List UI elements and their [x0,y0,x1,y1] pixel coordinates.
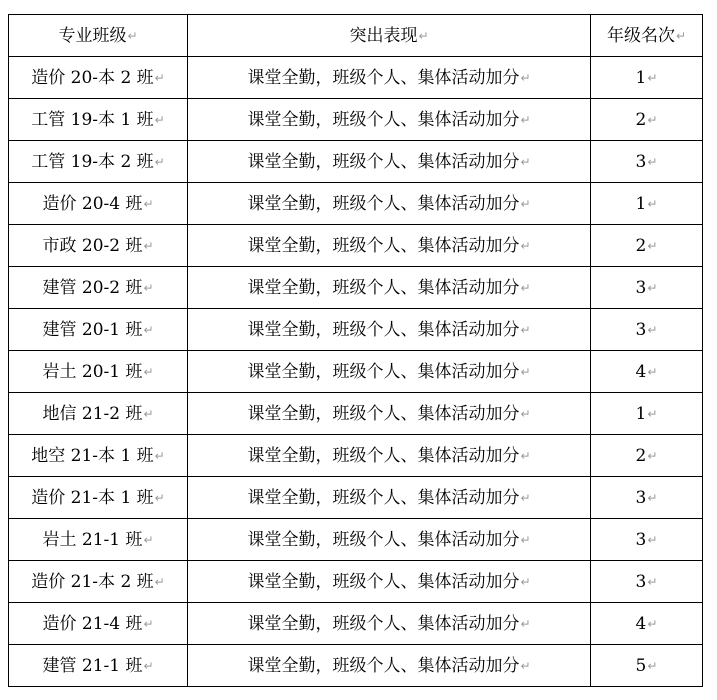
cell-class [9,183,188,225]
cell-performance [188,603,591,645]
cell-class [9,477,188,519]
table-row [9,435,703,477]
cell-class-text: 建管 20-2 班 [42,277,143,298]
paragraph-mark-icon: ↵ [520,616,531,631]
paragraph-mark-icon: ↵ [520,448,531,463]
cell-class-text: 造价 21-本 2 班 [31,571,154,592]
cell-rank [591,603,703,645]
cell-class [9,561,188,603]
table-row [9,225,703,267]
cell-rank-text: 3 [635,319,647,340]
cell-performance-text: 课堂全勤，班级个人、集体活动加分 [247,655,520,676]
cell-class-text: 造价 21-4 班 [42,613,143,634]
cell-performance [188,393,591,435]
cell-class [9,603,188,645]
paragraph-mark-icon: ↵ [647,490,658,505]
cell-performance [188,141,591,183]
paragraph-mark-icon: ↵ [520,322,531,337]
cell-rank-text: 3 [635,487,647,508]
cell-class [9,309,188,351]
cell-class-text: 建管 21-1 班 [42,655,143,676]
cell-class [9,225,188,267]
cell-class [9,141,188,183]
paragraph-mark-icon: ↵ [143,196,154,211]
cell-class [9,645,188,687]
paragraph-mark-icon: ↵ [127,28,138,43]
table-row [9,267,703,309]
paragraph-mark-icon: ↵ [647,196,658,211]
cell-performance [188,435,591,477]
table-row [9,519,703,561]
header-class-text: 专业班级 [58,25,127,46]
table-row [9,351,703,393]
paragraph-mark-icon: ↵ [520,490,531,505]
table-row [9,645,703,687]
cell-rank [591,519,703,561]
cell-class [9,351,188,393]
cell-performance-text: 课堂全勤，班级个人、集体活动加分 [247,403,520,424]
paragraph-mark-icon: ↵ [520,364,531,379]
cell-rank [591,225,703,267]
paragraph-mark-icon: ↵ [154,490,165,505]
cell-class [9,57,188,99]
cell-rank [591,477,703,519]
table-row [9,393,703,435]
cell-rank-text: 2 [635,109,647,130]
paragraph-mark-icon: ↵ [143,616,154,631]
cell-rank [591,183,703,225]
cell-rank-text: 1 [635,67,647,88]
table-row [9,477,703,519]
table-row [9,141,703,183]
cell-rank [591,645,703,687]
table-row [9,57,703,99]
cell-class-text: 造价 20-本 2 班 [31,67,154,88]
cell-performance-text: 课堂全勤，班级个人、集体活动加分 [247,571,520,592]
table-row [9,99,703,141]
paragraph-mark-icon: ↵ [520,532,531,547]
cell-performance-text: 课堂全勤，班级个人、集体活动加分 [247,277,520,298]
header-rank [591,15,703,57]
cell-rank-text: 2 [635,235,647,256]
cell-performance [188,57,591,99]
cell-rank [591,309,703,351]
cell-performance [188,267,591,309]
cell-performance-text: 课堂全勤，班级个人、集体活动加分 [247,445,520,466]
table-body [9,57,703,687]
cell-performance [188,225,591,267]
paragraph-mark-icon: ↵ [520,406,531,421]
cell-rank [591,393,703,435]
cell-rank [591,57,703,99]
cell-rank [591,561,703,603]
cell-rank [591,99,703,141]
cell-rank-text: 1 [635,403,647,424]
cell-rank-text: 4 [635,361,647,382]
cell-rank [591,435,703,477]
cell-performance-text: 课堂全勤，班级个人、集体活动加分 [247,109,520,130]
cell-performance [188,519,591,561]
cell-rank-text: 4 [635,613,647,634]
paragraph-mark-icon: ↵ [143,238,154,253]
header-class [9,15,188,57]
paragraph-mark-icon: ↵ [143,280,154,295]
cell-rank-text: 3 [635,151,647,172]
cell-class-text: 岩土 21-1 班 [42,529,143,550]
cell-performance-text: 课堂全勤，班级个人、集体活动加分 [247,361,520,382]
paragraph-mark-icon: ↵ [520,238,531,253]
paragraph-mark-icon: ↵ [154,448,165,463]
paragraph-mark-icon: ↵ [647,112,658,127]
header-performance [188,15,591,57]
paragraph-mark-icon: ↵ [143,532,154,547]
paragraph-mark-icon: ↵ [647,658,658,673]
cell-performance-text: 课堂全勤，班级个人、集体活动加分 [247,487,520,508]
paragraph-mark-icon: ↵ [520,70,531,85]
cell-performance-text: 课堂全勤，班级个人、集体活动加分 [247,67,520,88]
paragraph-mark-icon: ↵ [520,574,531,589]
cell-rank [591,141,703,183]
paragraph-mark-icon: ↵ [154,154,165,169]
paragraph-mark-icon: ↵ [675,28,687,43]
paragraph-mark-icon: ↵ [647,238,658,253]
cell-performance [188,351,591,393]
paragraph-mark-icon: ↵ [647,406,658,421]
paragraph-mark-icon: ↵ [520,154,531,169]
header-row [9,15,703,57]
ranking-table [8,14,703,687]
paragraph-mark-icon: ↵ [154,112,165,127]
cell-performance [188,309,591,351]
paragraph-mark-icon: ↵ [647,448,658,463]
paragraph-mark-icon: ↵ [520,112,531,127]
cell-class-text: 造价 20-4 班 [42,193,143,214]
cell-rank [591,351,703,393]
paragraph-mark-icon: ↵ [143,658,154,673]
cell-performance [188,477,591,519]
cell-performance-text: 课堂全勤，班级个人、集体活动加分 [247,319,520,340]
cell-class-text: 造价 21-本 1 班 [31,487,154,508]
cell-class-text: 建管 20-1 班 [42,319,143,340]
header-rank-text: 年级名次 [606,25,675,46]
cell-rank-text: 3 [635,277,647,298]
cell-performance-text: 课堂全勤，班级个人、集体活动加分 [247,613,520,634]
paragraph-mark-icon: ↵ [520,196,531,211]
cell-rank-text: 3 [635,571,647,592]
paragraph-mark-icon: ↵ [647,574,658,589]
paragraph-mark-icon: ↵ [154,574,165,589]
cell-performance-text: 课堂全勤，班级个人、集体活动加分 [247,235,520,256]
paragraph-mark-icon: ↵ [143,364,154,379]
paragraph-mark-icon: ↵ [647,280,658,295]
cell-rank-text: 2 [635,445,647,466]
cell-rank [591,267,703,309]
cell-class [9,99,188,141]
cell-performance [188,99,591,141]
header-performance-text: 突出表现 [349,25,418,46]
cell-class-text: 工管 19-本 1 班 [31,109,154,130]
cell-rank-text: 1 [635,193,647,214]
paragraph-mark-icon: ↵ [154,70,165,85]
table-row [9,309,703,351]
cell-class [9,435,188,477]
table-row [9,183,703,225]
cell-class-text: 地空 21-本 1 班 [31,445,154,466]
cell-class [9,393,188,435]
table-row [9,603,703,645]
cell-performance-text: 课堂全勤，班级个人、集体活动加分 [247,193,520,214]
cell-performance-text: 课堂全勤，班级个人、集体活动加分 [247,151,520,172]
paragraph-mark-icon: ↵ [647,70,658,85]
cell-performance [188,645,591,687]
paragraph-mark-icon: ↵ [520,658,531,673]
cell-class-text: 市政 20-2 班 [42,235,143,256]
cell-rank-text: 5 [635,655,647,676]
paragraph-mark-icon: ↵ [143,322,154,337]
paragraph-mark-icon: ↵ [647,364,658,379]
cell-class [9,267,188,309]
paragraph-mark-icon: ↵ [418,28,429,43]
cell-class-text: 地信 21-2 班 [42,403,143,424]
paragraph-mark-icon: ↵ [647,616,658,631]
table-row [9,561,703,603]
cell-performance [188,561,591,603]
cell-class-text: 岩土 20-1 班 [42,361,143,382]
cell-rank-text: 3 [635,529,647,550]
cell-performance [188,183,591,225]
paragraph-mark-icon: ↵ [520,280,531,295]
paragraph-mark-icon: ↵ [143,406,154,421]
cell-class-text: 工管 19-本 2 班 [31,151,154,172]
cell-class [9,519,188,561]
paragraph-mark-icon: ↵ [647,322,658,337]
paragraph-mark-icon: ↵ [647,532,658,547]
paragraph-mark-icon: ↵ [647,154,658,169]
cell-performance-text: 课堂全勤，班级个人、集体活动加分 [247,529,520,550]
